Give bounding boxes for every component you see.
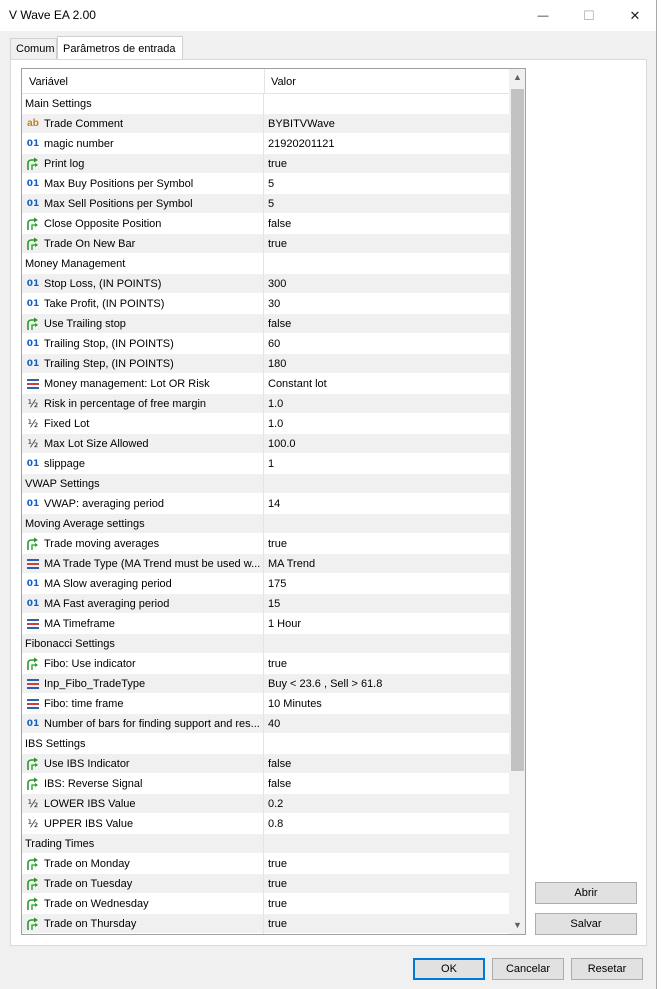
group-header-row[interactable] bbox=[22, 734, 509, 754]
parameter-name-cell bbox=[22, 394, 264, 414]
parameter-value-cell[interactable]: Constant lot bbox=[268, 377, 327, 390]
parameter-name-cell bbox=[22, 574, 264, 594]
bool-arrow-icon bbox=[26, 917, 40, 931]
integer-type-icon: 01 bbox=[26, 578, 40, 589]
parameter-value-cell[interactable]: 60 bbox=[268, 337, 281, 350]
parameter-name-cell bbox=[22, 594, 264, 614]
minimize-icon: — bbox=[537, 9, 549, 22]
column-header-value[interactable]: Valor bbox=[271, 76, 296, 88]
parameter-value-cell[interactable]: Buy < 23.6 , Sell > 61.8 bbox=[268, 677, 383, 690]
parameter-label: Max Buy Positions per Symbol bbox=[44, 177, 194, 190]
column-header-variable[interactable]: Variável bbox=[29, 76, 68, 88]
parameter-name-cell bbox=[22, 774, 264, 794]
parameter-value-cell[interactable]: 10 Minutes bbox=[268, 697, 322, 710]
background-strip bbox=[657, 0, 662, 989]
parameter-row[interactable] bbox=[22, 754, 509, 774]
parameter-label: UPPER IBS Value bbox=[44, 817, 134, 830]
parameter-value-cell[interactable]: 14 bbox=[268, 497, 281, 510]
parameter-value-cell[interactable]: false bbox=[268, 777, 292, 790]
parameter-value-cell[interactable]: 180 bbox=[268, 357, 287, 370]
parameter-name-cell bbox=[22, 554, 264, 574]
integer-type-icon: 01 bbox=[26, 598, 40, 609]
group-header-row[interactable] bbox=[22, 254, 509, 274]
parameter-row[interactable] bbox=[22, 874, 509, 894]
parameter-row[interactable] bbox=[22, 814, 509, 834]
grid-rows bbox=[22, 94, 509, 934]
reset-button[interactable]: Resetar bbox=[571, 958, 643, 980]
parameter-value-cell[interactable]: 15 bbox=[268, 597, 281, 610]
group-label: Fibonacci Settings bbox=[25, 637, 115, 650]
parameter-name-cell bbox=[22, 114, 264, 134]
parameter-label: slippage bbox=[44, 457, 85, 470]
parameter-label: MA Timeframe bbox=[44, 617, 115, 630]
parameter-value-cell[interactable]: 100.0 bbox=[268, 437, 296, 450]
tab-comum[interactable] bbox=[10, 38, 57, 59]
parameter-name-cell bbox=[22, 94, 264, 114]
parameter-row[interactable] bbox=[22, 794, 509, 814]
parameter-name-cell bbox=[22, 454, 264, 474]
parameter-name-cell bbox=[22, 214, 264, 234]
double-type-icon: ½ bbox=[27, 416, 39, 430]
parameter-row[interactable] bbox=[22, 114, 509, 134]
parameter-label: Use IBS Indicator bbox=[44, 757, 130, 770]
parameter-row[interactable] bbox=[22, 494, 509, 514]
parameter-label: Print log bbox=[44, 157, 85, 170]
grid-header bbox=[22, 69, 509, 94]
enum-list-icon bbox=[26, 557, 40, 571]
parameter-row[interactable] bbox=[22, 154, 509, 174]
integer-type-icon: 01 bbox=[26, 298, 40, 309]
parameter-label: Trade Comment bbox=[44, 117, 124, 130]
parameter-name-cell bbox=[22, 514, 264, 534]
title-bar bbox=[0, 0, 656, 31]
double-type-icon: ½ bbox=[27, 396, 39, 410]
bool-arrow-icon bbox=[26, 537, 40, 551]
parameter-label: Trade on Wednesday bbox=[44, 897, 149, 910]
parameter-label: Trailing Stop, (IN POINTS) bbox=[44, 337, 174, 350]
parameter-value-cell[interactable]: true bbox=[268, 157, 287, 170]
parameter-name-cell bbox=[22, 654, 264, 674]
parameter-row[interactable] bbox=[22, 894, 509, 914]
parameter-value-cell[interactable]: 1 Hour bbox=[268, 617, 302, 630]
parameter-label: Money management: Lot OR Risk bbox=[44, 377, 210, 390]
bool-arrow-icon bbox=[26, 217, 40, 231]
parameter-row[interactable] bbox=[22, 714, 509, 734]
parameter-name-cell bbox=[22, 834, 264, 854]
parameter-name-cell bbox=[22, 254, 264, 274]
parameter-label: Fixed Lot bbox=[44, 417, 90, 430]
parameter-row[interactable] bbox=[22, 394, 509, 414]
integer-type-icon: 01 bbox=[26, 198, 40, 209]
parameter-name-cell bbox=[22, 354, 264, 374]
parameter-value-cell[interactable]: 1.0 bbox=[268, 397, 284, 410]
bool-arrow-icon bbox=[26, 897, 40, 911]
parameter-row[interactable] bbox=[22, 194, 509, 214]
parameter-row[interactable] bbox=[22, 234, 509, 254]
parameter-value-cell[interactable]: 5 bbox=[268, 197, 275, 210]
parameter-name-cell bbox=[22, 734, 264, 754]
integer-type-icon: 01 bbox=[26, 498, 40, 509]
double-type-icon: ½ bbox=[27, 796, 39, 810]
parameter-label: Trade On New Bar bbox=[44, 237, 136, 250]
column-separator[interactable] bbox=[264, 69, 265, 93]
parameter-name-cell bbox=[22, 794, 264, 814]
parameter-row[interactable] bbox=[22, 554, 509, 574]
integer-type-icon: 01 bbox=[26, 358, 40, 369]
parameter-label: Number of bars for finding support and res... bbox=[44, 717, 260, 730]
integer-type-icon: 01 bbox=[26, 718, 40, 729]
parameter-row[interactable] bbox=[22, 374, 509, 394]
group-label: IBS Settings bbox=[25, 737, 86, 750]
bool-arrow-icon bbox=[26, 157, 40, 171]
double-type-icon: ½ bbox=[27, 436, 39, 450]
parameter-label: Fibo: time frame bbox=[44, 697, 124, 710]
parameter-name-cell bbox=[22, 674, 264, 694]
parameter-name-cell bbox=[22, 914, 264, 934]
integer-type-icon: 01 bbox=[26, 458, 40, 469]
parameter-row[interactable] bbox=[22, 414, 509, 434]
group-header-row[interactable] bbox=[22, 474, 509, 494]
parameter-value-cell[interactable]: 1 bbox=[268, 457, 275, 470]
parameter-name-cell bbox=[22, 294, 264, 314]
group-header-row[interactable] bbox=[22, 834, 509, 854]
parameter-name-cell bbox=[22, 274, 264, 294]
parameter-row[interactable] bbox=[22, 214, 509, 234]
parameter-label: Max Lot Size Allowed bbox=[44, 437, 149, 450]
integer-type-icon: 01 bbox=[26, 178, 40, 189]
parameter-name-cell bbox=[22, 194, 264, 214]
parameter-label: MA Fast averaging period bbox=[44, 597, 170, 610]
parameter-label: Stop Loss, (IN POINTS) bbox=[44, 277, 162, 290]
maximize-button[interactable] bbox=[566, 0, 612, 31]
parameter-label: Trade on Thursday bbox=[44, 917, 137, 930]
parameter-name-cell bbox=[22, 754, 264, 774]
open-button[interactable]: Abrir bbox=[535, 882, 637, 904]
parameter-row[interactable] bbox=[22, 614, 509, 634]
integer-type-icon: 01 bbox=[26, 338, 40, 349]
double-type-icon: ½ bbox=[27, 816, 39, 830]
close-icon: ✕ bbox=[629, 7, 641, 23]
parameter-name-cell bbox=[22, 714, 264, 734]
parameter-value-cell[interactable]: false bbox=[268, 757, 292, 770]
enum-list-icon bbox=[26, 677, 40, 691]
parameter-value-cell[interactable]: true bbox=[268, 897, 287, 910]
group-label: Main Settings bbox=[25, 97, 92, 110]
parameter-row[interactable] bbox=[22, 674, 509, 694]
parameter-value-cell[interactable]: true bbox=[268, 857, 287, 870]
group-label: Moving Average settings bbox=[25, 517, 145, 530]
parameter-name-cell bbox=[22, 374, 264, 394]
tab-label: Comum bbox=[16, 43, 55, 55]
cancel-button[interactable]: Cancelar bbox=[492, 958, 564, 980]
parameter-label: VWAP: averaging period bbox=[44, 497, 165, 510]
parameter-row[interactable] bbox=[22, 574, 509, 594]
parameter-row[interactable] bbox=[22, 914, 509, 934]
string-type-icon: ab bbox=[27, 117, 39, 129]
parameter-value-cell[interactable]: 1.0 bbox=[268, 417, 284, 430]
parameter-value-cell[interactable]: 5 bbox=[268, 177, 275, 190]
parameter-row[interactable] bbox=[22, 434, 509, 454]
tab-label: Parâmetros de entrada bbox=[63, 43, 176, 55]
parameters-grid bbox=[21, 68, 526, 935]
parameter-row[interactable] bbox=[22, 174, 509, 194]
parameter-value-cell[interactable]: true bbox=[268, 537, 287, 550]
parameter-value-cell[interactable]: false bbox=[268, 217, 292, 230]
parameter-name-cell bbox=[22, 694, 264, 714]
parameter-label: IBS: Reverse Signal bbox=[44, 777, 143, 790]
parameter-value-cell[interactable]: true bbox=[268, 877, 287, 890]
parameter-row[interactable] bbox=[22, 654, 509, 674]
parameter-name-cell bbox=[22, 614, 264, 634]
group-header-row[interactable] bbox=[22, 94, 509, 114]
parameter-row[interactable] bbox=[22, 314, 509, 334]
parameter-row[interactable] bbox=[22, 134, 509, 154]
enum-list-icon bbox=[26, 377, 40, 391]
parameter-name-cell bbox=[22, 134, 264, 154]
parameter-name-cell bbox=[22, 854, 264, 874]
parameter-label: Max Sell Positions per Symbol bbox=[44, 197, 193, 210]
parameter-name-cell bbox=[22, 874, 264, 894]
parameter-label: Trade on Tuesday bbox=[44, 877, 133, 890]
parameter-label: Close Opposite Position bbox=[44, 217, 162, 230]
minimize-button[interactable] bbox=[520, 0, 566, 31]
close-button[interactable] bbox=[612, 0, 658, 31]
bool-arrow-icon bbox=[26, 877, 40, 891]
parameter-value-cell[interactable]: false bbox=[268, 317, 292, 330]
parameter-name-cell bbox=[22, 634, 264, 654]
parameter-row[interactable] bbox=[22, 294, 509, 314]
bool-arrow-icon bbox=[26, 777, 40, 791]
bool-arrow-icon bbox=[26, 757, 40, 771]
enum-list-icon bbox=[26, 697, 40, 711]
parameter-value-cell[interactable]: 0.2 bbox=[268, 797, 284, 810]
parameter-label: Fibo: Use indicator bbox=[44, 657, 136, 670]
parameter-row[interactable] bbox=[22, 454, 509, 474]
parameter-label: MA Slow averaging period bbox=[44, 577, 172, 590]
parameter-name-cell bbox=[22, 414, 264, 434]
parameter-label: Trailing Step, (IN POINTS) bbox=[44, 357, 174, 370]
parameter-label: Inp_Fibo_TradeType bbox=[44, 677, 146, 690]
enum-list-icon bbox=[26, 617, 40, 631]
parameter-name-cell bbox=[22, 474, 264, 494]
bool-arrow-icon bbox=[26, 317, 40, 331]
parameter-label: Trade moving averages bbox=[44, 537, 160, 550]
parameter-label: Risk in percentage of free margin bbox=[44, 397, 207, 410]
parameter-value-cell[interactable]: BYBITVWave bbox=[268, 117, 335, 130]
save-button[interactable]: Salvar bbox=[535, 913, 637, 935]
bool-arrow-icon bbox=[26, 237, 40, 251]
parameter-name-cell bbox=[22, 494, 264, 514]
parameter-name-cell bbox=[22, 154, 264, 174]
parameter-name-cell bbox=[22, 434, 264, 454]
parameter-label: MA Trade Type (MA Trend must be used w... bbox=[44, 557, 261, 570]
parameter-row[interactable] bbox=[22, 354, 509, 374]
parameter-label: magic number bbox=[44, 137, 114, 150]
parameter-value-cell[interactable]: 30 bbox=[268, 297, 281, 310]
vertical-scrollbar[interactable] bbox=[509, 69, 526, 934]
parameter-value-cell[interactable]: 300 bbox=[268, 277, 287, 290]
parameter-label: Take Profit, (IN POINTS) bbox=[44, 297, 165, 310]
integer-type-icon: 01 bbox=[26, 138, 40, 149]
parameter-value-cell[interactable]: 40 bbox=[268, 717, 281, 730]
group-label: VWAP Settings bbox=[25, 477, 100, 490]
parameter-label: Use Trailing stop bbox=[44, 317, 126, 330]
parameter-row[interactable] bbox=[22, 774, 509, 794]
parameter-row[interactable] bbox=[22, 274, 509, 294]
parameter-label: LOWER IBS Value bbox=[44, 797, 136, 810]
group-header-row[interactable] bbox=[22, 514, 509, 534]
bool-arrow-icon bbox=[26, 857, 40, 871]
ok-button[interactable]: OK bbox=[413, 958, 485, 980]
parameter-value-cell[interactable]: 175 bbox=[268, 577, 287, 590]
scroll-up-icon[interactable]: ▲ bbox=[513, 72, 522, 82]
parameter-row[interactable] bbox=[22, 334, 509, 354]
parameter-value-cell[interactable]: true bbox=[268, 917, 287, 930]
window-title: V Wave EA 2.00 bbox=[9, 8, 96, 22]
parameter-row[interactable] bbox=[22, 594, 509, 614]
parameter-value-cell[interactable]: MA Trend bbox=[268, 557, 316, 570]
parameter-name-cell bbox=[22, 894, 264, 914]
parameter-name-cell bbox=[22, 334, 264, 354]
scrollbar-thumb[interactable] bbox=[511, 89, 524, 771]
parameter-row[interactable] bbox=[22, 534, 509, 554]
parameter-value-cell[interactable]: true bbox=[268, 657, 287, 670]
group-label: Trading Times bbox=[25, 837, 95, 850]
bool-arrow-icon bbox=[26, 657, 40, 671]
parameter-value-cell[interactable]: true bbox=[268, 237, 287, 250]
parameter-value-cell[interactable]: 21920201121 bbox=[268, 137, 335, 150]
integer-type-icon: 01 bbox=[26, 278, 40, 289]
parameter-value-cell[interactable]: 0.8 bbox=[268, 817, 284, 830]
parameter-row[interactable] bbox=[22, 694, 509, 714]
parameter-row[interactable] bbox=[22, 854, 509, 874]
maximize-icon: ☐ bbox=[583, 7, 595, 23]
group-header-row[interactable] bbox=[22, 634, 509, 654]
parameter-name-cell bbox=[22, 314, 264, 334]
parameter-name-cell bbox=[22, 234, 264, 254]
scroll-down-icon[interactable]: ▼ bbox=[513, 920, 522, 930]
parameter-name-cell bbox=[22, 534, 264, 554]
parameter-name-cell bbox=[22, 174, 264, 194]
tab-input-parameters[interactable] bbox=[57, 36, 183, 60]
group-label: Money Management bbox=[25, 257, 126, 270]
parameter-name-cell bbox=[22, 814, 264, 834]
parameter-label: Trade on Monday bbox=[44, 857, 130, 870]
